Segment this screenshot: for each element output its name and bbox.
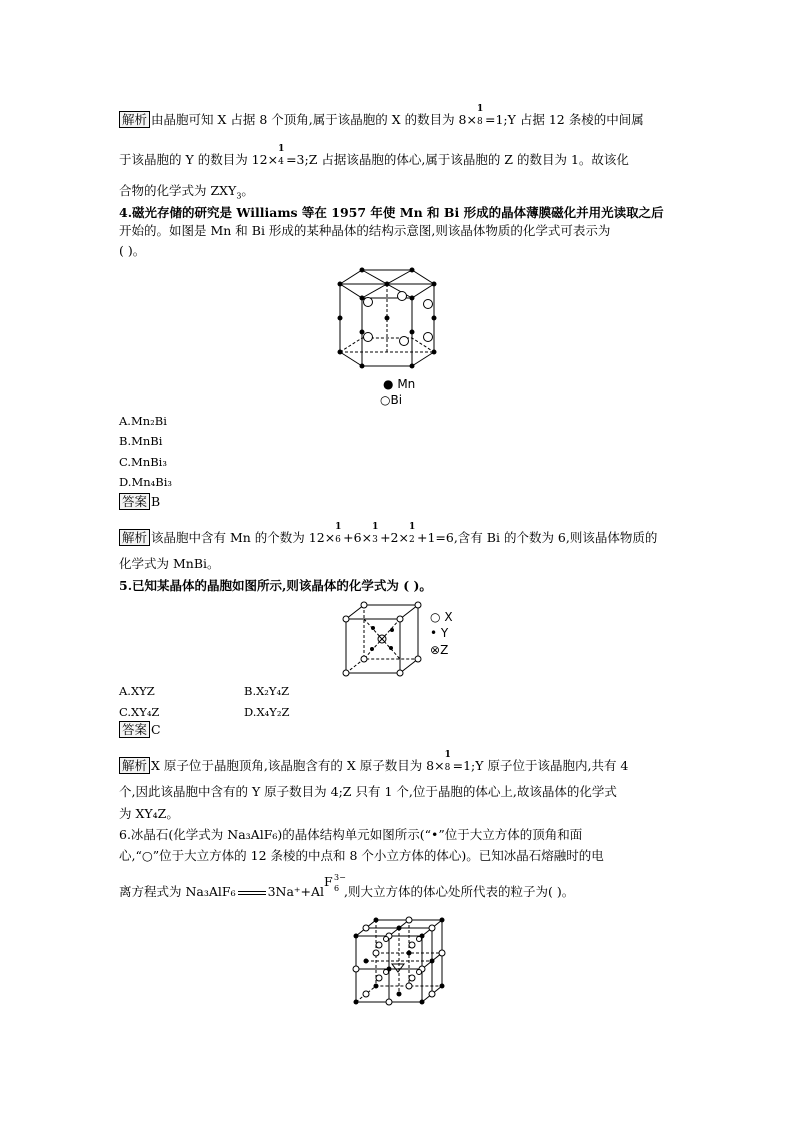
crossed-circle-icon: ⊗ xyxy=(430,643,441,657)
analysis-label: 解析 xyxy=(119,529,150,546)
xyz-crystal-figure xyxy=(340,601,430,677)
fraction-numerator: 1 xyxy=(408,522,416,532)
double-arrow-sign xyxy=(238,891,266,895)
legend-label: Y xyxy=(440,626,449,640)
fraction-denominator: 6 xyxy=(335,535,341,545)
open-circle-icon: ○ xyxy=(430,610,441,624)
q3-analysis-line1 xyxy=(119,104,644,130)
filled-dot-icon: • xyxy=(430,626,438,640)
q5-answer xyxy=(119,722,161,738)
q5-analysis-line3: 为 XY₄Z。 xyxy=(119,806,179,821)
q6-stem-line1: 6.冰晶石(化学式为 Na₃AlF₆)的晶体结构单元如图所示(“•”位于大立方体的顶角和面 xyxy=(119,827,583,842)
q5-stem: 5.已知某晶体的晶胞如图所示,则该晶体的化学式为 ( )。 xyxy=(119,578,432,593)
text: +6× xyxy=(343,530,373,545)
q5-analysis-line1 xyxy=(119,750,629,776)
q6-stem-line3 xyxy=(119,873,575,900)
text: ,则大立方体的体心处所代表的粒子为( )。 xyxy=(344,884,575,899)
q4-stem-line1: 4.磁光存储的研究是 Williams 等在 1957 年使 Mn 和 Bi 形成的晶体薄膜磁化并用光读取之后 xyxy=(119,205,664,220)
q4-answer xyxy=(119,494,160,510)
q3-analysis-line2 xyxy=(119,144,629,170)
ion-formula xyxy=(324,873,346,900)
legend-bi xyxy=(380,393,402,407)
text: +1=6,含有 Bi 的个数为 6,则该晶体物质的 xyxy=(416,530,658,545)
answer-label: 答案 xyxy=(119,721,150,738)
q4-analysis-line1 xyxy=(119,522,658,548)
fraction-denominator: 4 xyxy=(278,157,284,167)
q4-stem-line2: 开始的。如图是 Mn 和 Bi 形成的某种晶体的结构示意图,则该晶体物质的化学式可表示为 xyxy=(119,223,611,238)
legend-label: Mn xyxy=(397,377,416,391)
text: 3Na⁺+Al xyxy=(267,884,325,899)
fraction xyxy=(408,522,417,548)
analysis-label: 解析 xyxy=(119,111,150,128)
text: 离方程式为 Na₃AlF₆ xyxy=(119,884,236,899)
q5-option-c: C.XY₄Z xyxy=(119,705,160,719)
fraction-numerator: 1 xyxy=(444,750,451,760)
q5-option-d: D.X₄Y₂Z xyxy=(244,705,290,719)
q4-analysis-line2: 化学式为 MnBi。 xyxy=(119,556,220,571)
q4-option-c: C.MnBi₃ xyxy=(119,455,167,469)
q6-stem-line2: 心,“○”位于大立方体的 12 条棱的中点和 8 个小立方体的体心)。已知冰晶石熔融时的电 xyxy=(119,848,604,863)
fraction-numerator: 1 xyxy=(278,144,285,154)
fraction xyxy=(335,522,343,548)
ion-symbol: F xyxy=(324,874,333,889)
legend-label: Bi xyxy=(390,393,403,407)
q5-option-b: B.X₂Y₄Z xyxy=(244,684,290,698)
text: +2× xyxy=(380,530,409,545)
q3-analysis-line3 xyxy=(119,183,254,205)
text: 合物的化学式为 ZXY xyxy=(119,183,237,198)
fraction xyxy=(278,144,286,170)
fraction-numerator: 1 xyxy=(335,522,342,532)
fraction-numerator: 1 xyxy=(476,104,484,114)
fraction xyxy=(476,104,485,130)
legend-y xyxy=(430,626,448,640)
text: 由晶胞可知 X 占据 8 个顶角,属于该晶胞的 X 的数目为 8× xyxy=(151,112,477,127)
text: 该晶胞中含有 Mn 的个数为 12× xyxy=(151,530,336,545)
legend-z xyxy=(430,643,448,657)
q4-option-a: A.Mn₂Bi xyxy=(119,414,167,428)
filled-dot-icon: ● xyxy=(383,377,394,391)
fraction-denominator: 8 xyxy=(444,763,451,773)
open-circle-icon: ○ xyxy=(380,393,391,407)
legend-label: Z xyxy=(440,643,449,657)
fraction xyxy=(444,750,453,776)
answer-value: B xyxy=(151,494,161,509)
fraction xyxy=(372,522,380,548)
text: =1;Y 原子位于该晶胞内,共有 4 xyxy=(452,758,629,773)
text: =3;Z 占据该晶胞的体心,属于该晶胞的 Z 的数目为 1。故该化 xyxy=(286,152,629,167)
q5-option-a: A.XYZ xyxy=(119,684,155,698)
text: 。 xyxy=(241,183,254,198)
q4-stem-line3: ( )。 xyxy=(119,243,146,258)
text: X 原子位于晶胞顶角,该晶胞含有的 X 原子数目为 8× xyxy=(151,758,445,773)
answer-value: C xyxy=(151,722,161,737)
fraction-denominator: 3 xyxy=(372,535,378,545)
analysis-label: 解析 xyxy=(119,757,150,774)
mn-bi-crystal-figure xyxy=(332,262,462,372)
legend-label: X xyxy=(444,610,453,624)
answer-label: 答案 xyxy=(119,493,150,510)
text: 于该晶胞的 Y 的数目为 12× xyxy=(119,152,279,167)
fraction-denominator: 8 xyxy=(476,117,483,127)
cryolite-crystal-figure xyxy=(350,914,446,1006)
ion-subscript: 6 xyxy=(334,884,340,893)
q4-option-b: B.MnBi xyxy=(119,434,163,448)
text: =1;Y 占据 12 条棱的中间属 xyxy=(484,112,644,127)
fraction-numerator: 1 xyxy=(372,522,379,532)
legend-mn xyxy=(383,377,415,391)
q4-option-d: D.Mn₄Bi₃ xyxy=(119,475,172,489)
ion-charge: 3− xyxy=(334,873,346,882)
subscript: 3 xyxy=(236,191,242,201)
q5-analysis-line2: 个,因此该晶胞中含有的 Y 原子数目为 4;Z 只有 1 个,位于晶胞的体心上,故该晶体的化学式 xyxy=(119,784,617,799)
legend-x xyxy=(430,610,453,624)
fraction-denominator: 2 xyxy=(408,535,415,545)
